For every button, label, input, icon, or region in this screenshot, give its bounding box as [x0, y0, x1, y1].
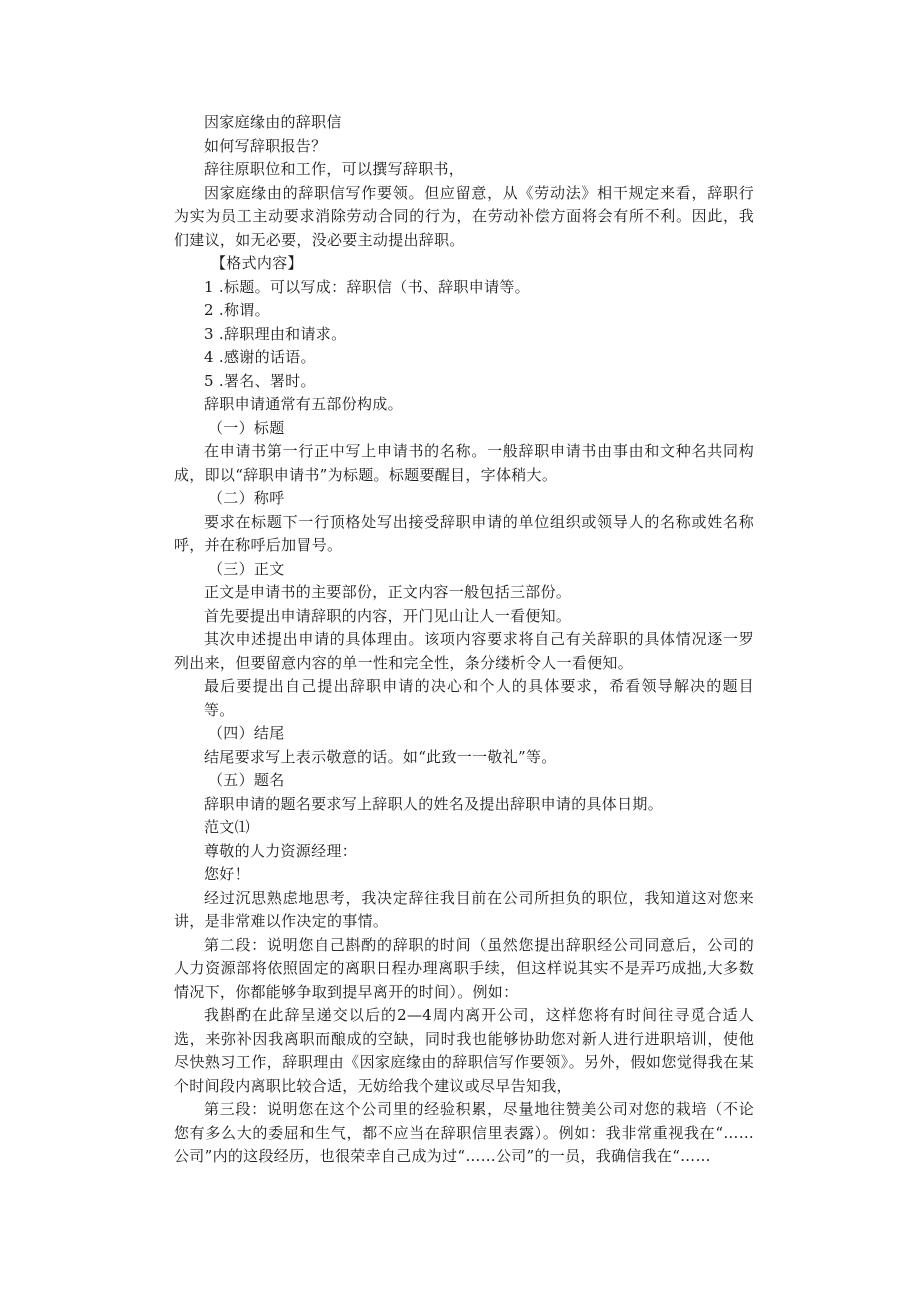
paragraph: 其次申述提出申请的具体理由。该项内容要求将自己有关辞职的具体情况逐一罗列出来，但要留意内容的单一性和完全性，条分缕析令人一看便知。 [174, 630, 754, 672]
subsection-heading: （二）称呼 [208, 489, 285, 507]
paragraph: 辞往原职位和工作，可以撰写辞职书， [204, 160, 465, 178]
salutation: 尊敬的人力资源经理： [204, 841, 358, 860]
paragraph: 首先要提出申请辞职的内容，开门见山让人一看便知。 [204, 606, 572, 625]
list-item: 4 .感谢的话语。 [204, 348, 316, 366]
paragraph: 第二段：说明您自己斟酌的辞职的时间（虽然您提出辞职经公司同意后，公司的人力资源部将依照固定的离职日程办理离职手续，但这样说其实不是弄巧成拙,大多数情况下，你都能够争取到提早离开的时间）。例如： [174, 935, 754, 1001]
paragraph: 在申请书第一行正中写上申请书的名称。一般辞职申请书由事由和文种名共同构成，即以“辞职申请书”为标题。标题要醒目，字体稍大。 [174, 442, 754, 484]
subsection-heading: （四）结尾 [208, 724, 285, 742]
document-body [174, 111, 754, 1169]
document-title: 因家庭缘由的辞职信 [204, 113, 342, 131]
list-item: 1 .标题。可以写成：辞职信（书、辞职申请等。 [204, 277, 530, 296]
paragraph: 我斟酌在此辞呈递交以后的2—4周内离开公司，这样您将有时间往寻觅合适人选，来弥补因我离职而酿成的空缺，同时我也能够协助您对新人进行进职培训，使他尽快熟习工作，辞职理由《因家庭缘由的辞职信写作要领》。另外，假如您觉得我在某个时间段内离职比较合适，无妨给我个建议或尽早告知我， [174, 1006, 754, 1095]
paragraph: 正文是申请书的主要部份，正文内容一般包括三部份。 [204, 583, 572, 601]
subsection-heading: （五）题名 [208, 771, 285, 789]
greeting: 您好！ [204, 865, 250, 883]
paragraph: 辞职申请的题名要求写上辞职人的姓名及提出辞职申请的具体日期。 [204, 794, 664, 813]
paragraph: 辞职申请通常有五部份构成。 [204, 395, 403, 413]
paragraph: 因家庭缘由的辞职信写作要领。但应留意，从《劳动法》相干规定来看，辞职行为实为员工主动要求消除劳动合同的行为，在劳动补偿方面将会有所不利。因此，我们建议，如无必要，没必要主动提出辞职。 [174, 183, 754, 249]
paragraph: 结尾要求写上表示敬意的话。如“此致一一敬礼”等。 [204, 747, 557, 766]
list-item: 2 .称谓。 [204, 301, 270, 319]
paragraph: 最后要提出自己提出辞职申请的决心和个人的具体要求，希看领导解决的题目等。 [204, 677, 754, 719]
list-item: 5 .署名、署时。 [204, 371, 316, 390]
subsection-heading: （一）标题 [208, 418, 285, 437]
paragraph: 经过沉思熟虑地思考，我决定辞往我目前在公司所担负的职位，我知道这对您来讲，是非常难以作决定的事情。 [174, 888, 754, 930]
subsection-heading: （三）正文 [208, 559, 285, 578]
sample-heading: 范文⑴ [204, 818, 250, 836]
section-heading: 【格式内容】 [211, 254, 303, 272]
paragraph: 要求在标题下一行顶格处写出接受辞职申请的单位组织或领导人的名称或姓名称呼，并在称呼后加冒号。 [174, 512, 754, 554]
paragraph: 第三段：说明您在这个公司里的经验积累，尽量地往赞美公司对您的栽培（不论您有多么大的委屈和生气，都不应当在辞职信里表露）。例如：我非常重视我在“……公司”内的这段经历，也很荣幸自己成为过“……公司”的一员，我确信我在“…… [174, 1100, 754, 1165]
list-item: 3 .辞职理由和请求。 [204, 324, 347, 343]
paragraph: 如何写辞职报告？ [204, 136, 327, 155]
